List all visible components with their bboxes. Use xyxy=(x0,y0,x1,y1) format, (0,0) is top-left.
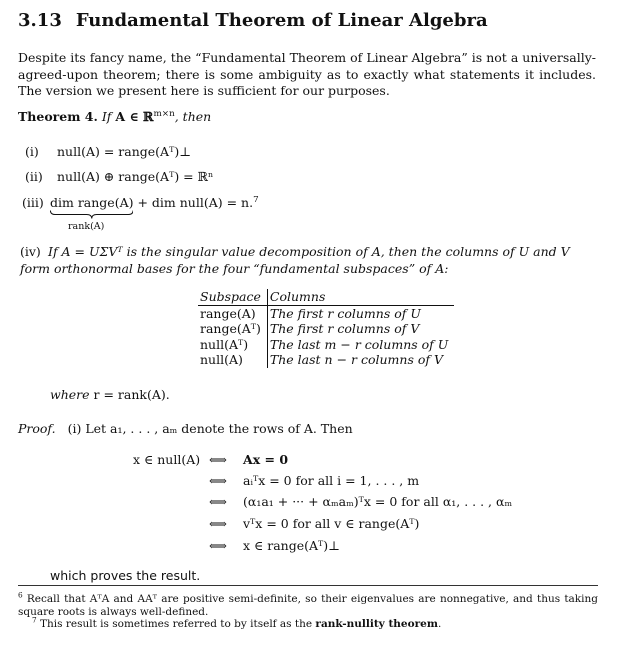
proof-line-1-rhs: Ax = 0 xyxy=(243,452,289,467)
item-text: null(A) ⊕ range(Aᵀ) = ℝⁿ xyxy=(57,169,214,184)
theorem-math-sup: m×n xyxy=(153,108,175,119)
iff-symbol: ⟺ xyxy=(209,494,227,509)
item-number: (ii) xyxy=(25,169,43,184)
underbrace-icon xyxy=(50,210,133,219)
underbrace-label: rank(A) xyxy=(68,221,105,232)
section-number: 3.13 xyxy=(18,10,62,31)
proof-line-1-lhs: x ∈ null(A) xyxy=(133,452,201,467)
footnote-rule xyxy=(18,585,598,586)
subspace-table xyxy=(198,289,454,368)
underbrace-group xyxy=(50,195,133,210)
footnote-bold-term: rank-nullity theorem xyxy=(315,618,438,630)
table-cell: null(Aᵀ) xyxy=(198,337,267,353)
proof-line-4-rhs: vᵀx = 0 for all v ∈ range(Aᵀ) xyxy=(243,516,420,531)
footnote-mark: 7 xyxy=(32,615,37,625)
footnote-mark-7: 7 xyxy=(253,194,259,205)
item-text: null(A) = range(Aᵀ)⊥ xyxy=(57,144,191,159)
footnote-mark: 6 xyxy=(18,590,23,600)
proof-line-2-rhs: aᵢᵀx = 0 for all i = 1, . . . , m xyxy=(243,473,420,488)
theorem-item-iv xyxy=(20,244,596,277)
table-header-cell: Columns xyxy=(267,289,454,305)
item-text: + dim null(A) = n. xyxy=(133,195,254,210)
theorem-suffix: , then xyxy=(174,109,212,124)
table-cell: The last m − r columns of U xyxy=(269,336,449,352)
table-row xyxy=(198,321,454,337)
table-cell: null(A) xyxy=(198,352,267,368)
where-prefix: where xyxy=(50,387,90,402)
theorem-label: Theorem 4. xyxy=(18,109,98,124)
proof-closing: which proves the result. xyxy=(50,568,201,583)
section-heading xyxy=(18,10,488,31)
intro-paragraph: Despite its fancy name, the “Fundamental Theorem of Linear Algebra” is not a universally-agreed-upon theorem; there is some ambiguity as to exactly what statements it includes. The version we present here is sufficient for our purposes. xyxy=(18,50,596,98)
theorem-statement xyxy=(18,109,211,124)
table-header-cell: Subspace xyxy=(198,289,267,305)
table-row xyxy=(198,352,454,368)
proof-intro-text: (i) Let a₁, . . . , aₘ denote the rows of A. Then xyxy=(67,421,353,436)
where-clause xyxy=(50,387,170,402)
table-row xyxy=(198,337,454,353)
table-cell: The first r columns of U xyxy=(269,305,421,321)
underbraced-term: dim range(A) xyxy=(50,195,134,210)
iff-symbol: ⟺ xyxy=(209,473,227,488)
footnote-7 xyxy=(32,615,442,631)
table-cell: range(A) xyxy=(198,305,267,321)
proof-intro xyxy=(18,421,353,436)
footnote-text: Recall that AᵀA and AAᵀ are positive semi-definite, so their eigenvalues are nonnegative, and thus taking square roots is always well-defined. xyxy=(18,593,598,618)
table-cell: The first r columns of V xyxy=(269,321,420,336)
item-number: (i) xyxy=(25,144,39,159)
footnote-6 xyxy=(18,590,598,619)
theorem-item-iii xyxy=(22,195,259,210)
proof-line-3-rhs: (α₁a₁ + ··· + αₘaₘ)ᵀx = 0 for all α₁, . . . , αₘ xyxy=(243,494,513,509)
where-math: r = rank(A). xyxy=(93,387,170,402)
table-row xyxy=(198,305,454,321)
iff-symbol: ⟺ xyxy=(209,516,227,531)
proof-label: Proof. xyxy=(18,421,56,436)
footnote-text: This result is sometimes referred to by itself as the xyxy=(40,618,316,630)
iff-symbol: ⟺ xyxy=(209,538,227,553)
theorem-prefix: If xyxy=(101,109,112,124)
proof-line-5-rhs: x ∈ range(Aᵀ)⊥ xyxy=(243,538,340,553)
item-number: (iii) xyxy=(22,195,44,210)
item-number: (iv) xyxy=(20,244,41,259)
item-text: If A = UΣVᵀ is the singular value decomposition of A, then the columns of U and V form orthonormal bases for the four “fundamental subspaces” of A: xyxy=(20,244,570,276)
footnote-text-end: . xyxy=(437,618,442,630)
theorem-item-i xyxy=(25,144,191,159)
table-cell: The last n − r columns of V xyxy=(269,352,443,367)
table-cell: range(Aᵀ) xyxy=(198,321,267,337)
theorem-math: A ∈ ℝ xyxy=(115,109,154,124)
table-header-row xyxy=(198,289,454,305)
section-title: Fundamental Theorem of Linear Algebra xyxy=(75,10,488,31)
theorem-item-ii xyxy=(25,169,213,184)
iff-symbol: ⟺ xyxy=(209,452,227,467)
